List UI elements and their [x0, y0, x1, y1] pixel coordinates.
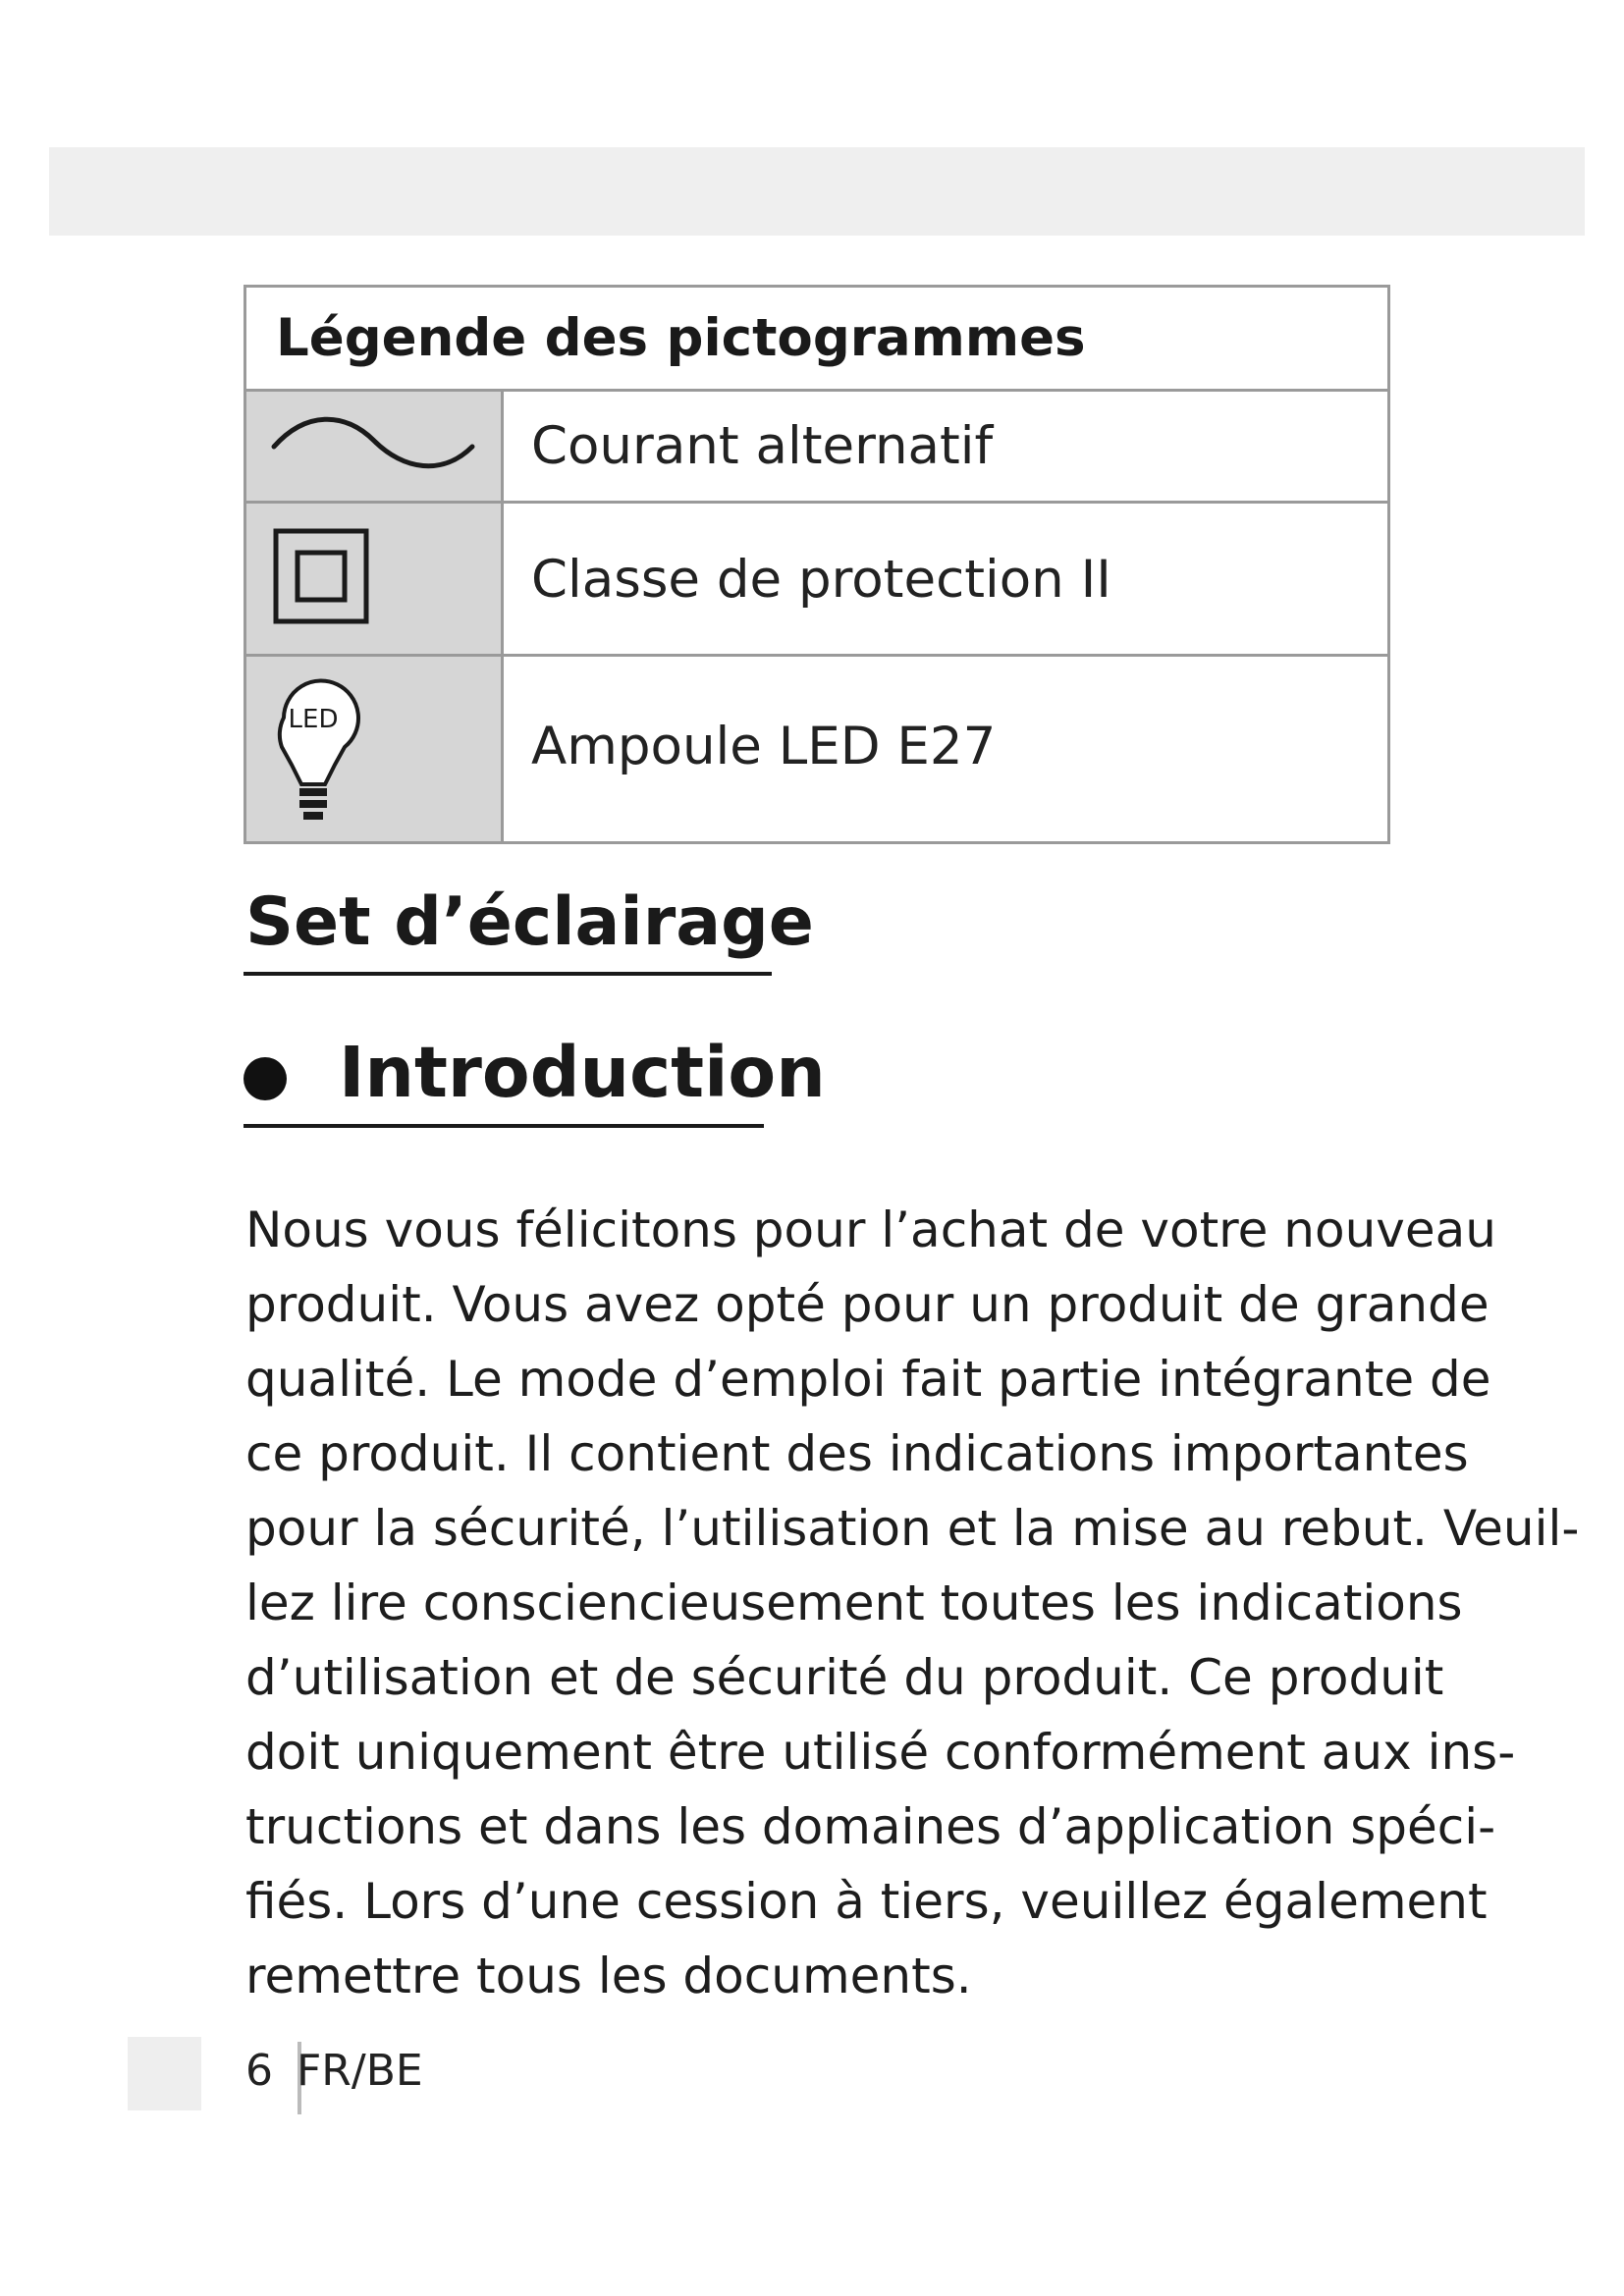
legend-title: Légende des pictogrammes [276, 308, 1086, 368]
body-line: tructions et dans les domaines d’application spéci- [245, 1798, 1496, 1855]
introduction-heading: Introduction [339, 1032, 826, 1113]
pictogram-legend-table [244, 285, 1390, 844]
symbol-cell [246, 504, 504, 654]
introduction-body [245, 1193, 1580, 2013]
body-line: ce produit. Il contient des indications importantes [245, 1425, 1469, 1482]
bullet-icon [244, 1057, 287, 1100]
legend-row [246, 657, 1387, 841]
body-line: produit. Vous avez opté pour un produit de grande [245, 1276, 1489, 1333]
introduction-underline [244, 1124, 764, 1128]
section-title: Set d’éclairage [245, 883, 814, 961]
body-line: qualité. Le mode d’emploi fait partie intégrante de [245, 1351, 1491, 1408]
legend-label: Classe de protection II [531, 550, 1111, 610]
legend-row [246, 392, 1387, 504]
page-number: 6 [245, 2046, 273, 2096]
header-band [49, 147, 1585, 236]
symbol-cell [246, 657, 504, 841]
protection-class-ii-icon [246, 504, 501, 654]
body-line: pour la sécurité, l’utilisation et la mise au rebut. Veuil- [245, 1500, 1580, 1557]
body-line: doit uniquement être utilisé conformément aux ins- [245, 1724, 1516, 1781]
legend-row [246, 504, 1387, 657]
body-line: Nous vous félicitons pour l’achat de votre nouveau [245, 1201, 1496, 1258]
body-line: lez lire consciencieusement toutes les indications [245, 1575, 1463, 1631]
led-label: LED [288, 705, 339, 734]
alternating-current-icon [246, 392, 501, 501]
led-bulb-icon [246, 657, 501, 841]
locale-label: FR/BE [297, 2046, 423, 2096]
legend-label: Courant alternatif [531, 416, 994, 476]
body-line: remettre tous les documents. [245, 1948, 972, 2004]
page-footer [245, 2047, 423, 2096]
body-line: d’utilisation et de sécurité du produit. Ce produit [245, 1649, 1444, 1706]
footer-marker [128, 2037, 201, 2110]
legend-header [246, 288, 1387, 392]
symbol-cell [246, 392, 504, 501]
section-title-underline [244, 972, 772, 976]
body-line: fiés. Lors d’une cession à tiers, veuillez également [245, 1873, 1488, 1930]
legend-label: Ampoule LED E27 [531, 717, 997, 776]
